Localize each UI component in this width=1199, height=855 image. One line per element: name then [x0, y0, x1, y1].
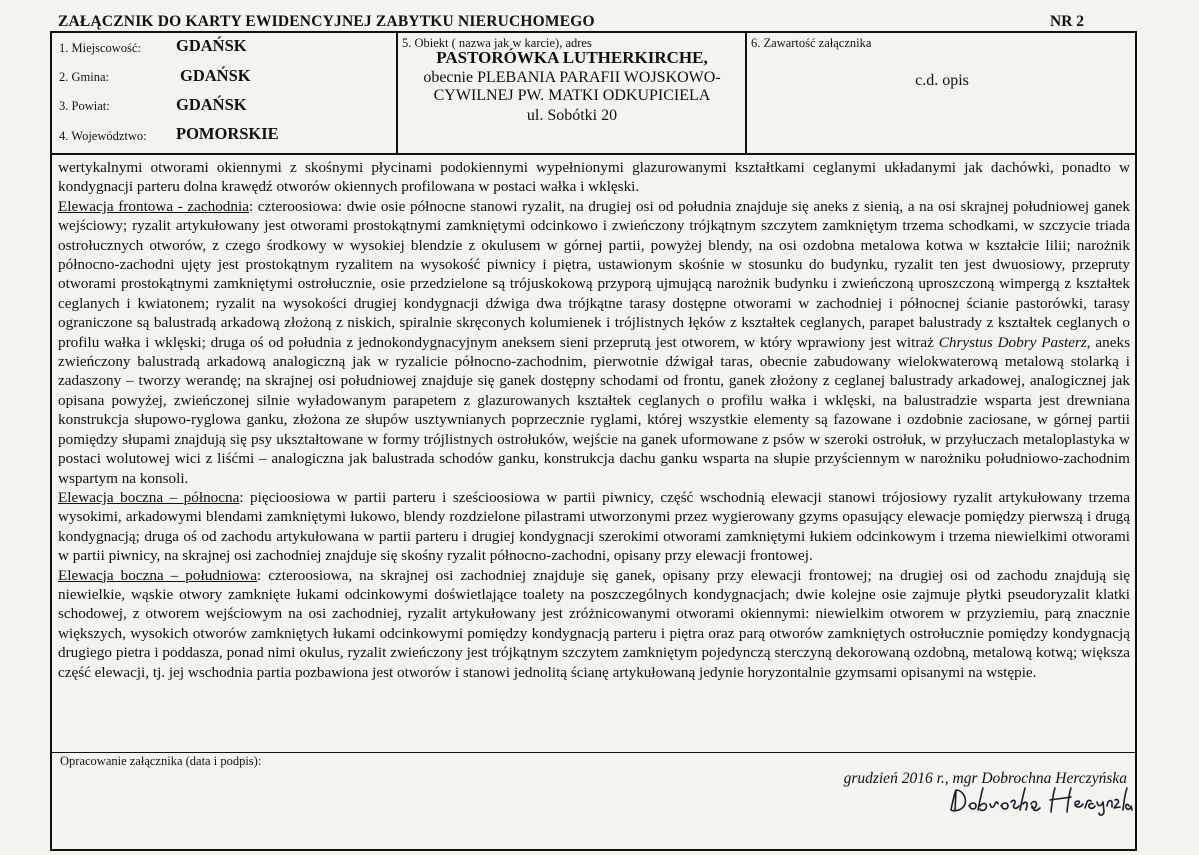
- object-label: 5. Obiekt ( nazwa jak w karcie), adres: [402, 36, 592, 50]
- header-bottom-rule: [50, 153, 1137, 155]
- author-credit: grudzień 2016 r., mgr Dobrochna Herczyńska: [843, 770, 1127, 787]
- attachment-content-value: c.d. opis: [915, 72, 969, 89]
- south-text: : czteroosiowa, na skrajnej osi zachodniej znajduje się ganek, opisany przy elewacji frontowej; na drugiej osi od zachodu znajdują się niewielkie, wąskie otwory zamknięte łukami odcinkowymi doświetlające toalety na poszczególnych kondygnacjach; dwie kolejne osie zajmuje płytki pseudoryzalit klatki schodowej, z otworem wejściowym na osi zachodniej, ryzalit artykułowany jest zróżnicowanymi otworami okiennymi: niewielkim otworem w przyziemiu, parą znacznie większych, wysokich otworów zamkniętych łukami odcinkowymi pomiędzy kondygnacją parteru i piętra oraz parą otworów zamkniętych ostrołucznie pomiędzy kondygnacją drugiego pietra i poddasza, ponad nimi okulus, ryzalit zwieńczony jest trójkątnym szczytem zamkniętym pojedynczą sterczyną dekorowaną ozdobną, metalową kotwą; większa część elewacji, tj. jej wschodnia partia pozbawiona jest otworów i stanowi jednolitą ścianę artykułowaną jedynie horyzontalnie gzymsami opisanymi na wstępie.: [58, 566, 1130, 681]
- object-address: ul. Sobótki 20: [526, 107, 618, 124]
- field-value-voivodeship: POMORSKIE: [176, 124, 279, 143]
- attachment-number: NR 2: [1050, 13, 1085, 30]
- field-value-county: GDAŃSK: [176, 95, 247, 114]
- description-paragraph-4: [58, 566, 1130, 682]
- north-text: : pięcioosiowa w partii parteru i sześcioosiowa w partii piwnicy, część wschodnią elewacji stanowi trójosiowy ryzalit artykułowany trzema wysokimi, arkadowymi blendami zamkniętymi łukowo, blendy rozdzielone pilastrami utworzonymi przez wygierowany gzyms opasujący elewacje pomiędzy pierwszą i drugą kondygnacją; druga oś od zachodu artykułowana w partii parteru i drugiej kondygnacji szerokimi otworami zamkniętymi łukiem odcinkowym i trzema niewielkimi otworami w partii piwnicy, na skrajnej osi zachodniej znajduje się skośny ryzalit północno-zachodni, opisany przy elewacji frontowej.: [58, 488, 1130, 565]
- preparation-label: Opracowanie załącznika (data i podpis):: [60, 754, 262, 768]
- object-name: PASTORÓWKA LUTHERKIRCHE,: [436, 48, 708, 67]
- section-heading-north: Elewacja boczna – północna: [58, 488, 240, 506]
- field-label-county: 3. Powiat:: [59, 99, 110, 113]
- section-heading-front: Elewacja frontowa - zachodnia: [58, 197, 249, 215]
- stained-glass-title: Chrystus Dobry Pasterz: [938, 333, 1087, 351]
- object-description-line1: obecnie PLEBANIA PARAFII WOJSKOWO-: [423, 69, 721, 86]
- object-description-line2: CYWILNEJ PW. MATKI ODKUPICIELA: [433, 87, 711, 104]
- field-label-voivodeship: 4. Województwo:: [59, 129, 147, 143]
- description-paragraph-1: wertykalnymi otworami okiennymi z skośnymi płycinami podokiennymi wypełnionymi glazurowanymi kształtkami ceglanymi układanymi jak dachówki, ponadto w kondygnacji parteru dolna krawędź otworów okiennych profilowana w postaci wałka i wklęski.: [58, 159, 1130, 196]
- handwritten-signature: [947, 782, 1137, 818]
- divider-v2: [745, 31, 747, 155]
- front-text-a: : czteroosiowa: dwie osie północne stanowi ryzalit, na drugiej osi od południa znajduje się aneks z sienią, a na osi skrajnej południowej ganek wejściowy; ryzalit artykułowany jest otworami prostokątnymi zamkniętymi odcinkowo i zwieńczony trójkątnym szczytem zamkniętym trzema schodkami, w szczycie triada ostrołucznych otworów, z czego środkowy w wysokiej blendzie z okulusem w górnej partii, powyżej blendy, na osi ozdobna metalowa kotwa w kształcie lilii; narożnik północno-zachodni ujęty jest prostokątnym ryzalitem na wysokość piwnicy i piętra, ustawionym skośnie w stosunku do budynku, ryzalit ten jest dwuosiowy, przepruty otworami prostokątnymi zamkniętymi ostrołucznie, osie przedzielone są trójuskokową przyporą ujmującą narożnik budynku i zwieńczoną uproszczoną wimpergą z kształtek ceglanych i kwiatonem; ryzalit na wysokości drugiej kondygnacji dźwiga dwa trójkątne tarasy dostępne otworami w zachodniej i północnej ścianie pastorówki, tarasy ograniczone są balustradą arkadową złożoną z niskich, spiralnie skręconych kolumienek i trójlistnych łęków z kształtek ceglanych, parapet balustrady z kształtek ceglanych o profilu wałka i wklęski; druga oś od południa z jednokondygnacyjnym aneksem sieni przeprutą jest otworem, w który wprawiony jest witraż: [58, 197, 1130, 351]
- divider-v1: [396, 31, 398, 155]
- field-value-locality: GDAŃSK: [176, 36, 247, 55]
- field-label-commune: 2. Gmina:: [59, 70, 109, 84]
- field-label-locality: 1. Miejscowość:: [59, 41, 141, 55]
- object-description: [400, 69, 744, 105]
- document-title: ZAŁĄCZNIK DO KARTY EWIDENCYJNEJ ZABYTKU NIERUCHOMEGO: [58, 13, 595, 30]
- description-body: [58, 158, 1130, 682]
- front-text-b: , aneks zwieńczony balustradą arkadową analogiczną jak w ryzalicie północno-zachodnim, pierwotnie dźwigał taras, obecnie zabudowany wielokwaterową metalową stolarką i zadaszony – tworzy werandę; na skrajnej osi południowej znajduje się ganek dostępny schodami od frontu, ganek złożony z ceglanej balustrady arkadowej, analogicznej jak opisana powyżej, zwieńczonej silnie wyładowanym parapetem z glazurowanych kształtek ceglanych o profilu wałka i wklęski, na balustradzie wsparta jest drewniana konstrukcja słupowo-ryglowa ganku, złożona ze słupów usztywnianych poprzecznie ryglami, której wszystkie elementy są fazowane i ozdobnie zaciosane, w górnej partii pomiędzy słupami znajdują się psy ukształtowane w formy trójlistnych ostrołuków, wejście na ganek uformowane z psów w szeroki ostrołuk, w przyłuczach metaloplastyka w postaci wolutowej wici z liśćmi – analogiczna jak balustrada schodów ganku, konstrukcja dachu ganku wsparta na słupie przyściennym w narożniku południowo-zachodnim wspartym na konsoli.: [58, 333, 1130, 487]
- footer-top-rule: [50, 752, 1137, 753]
- field-value-commune: GDAŃSK: [180, 66, 251, 85]
- description-paragraph-2: [58, 197, 1130, 488]
- description-paragraph-3: [58, 488, 1130, 566]
- attachment-content-label: 6. Zawartość załącznika: [751, 36, 872, 50]
- section-heading-south: Elewacja boczna – południowa: [58, 566, 258, 584]
